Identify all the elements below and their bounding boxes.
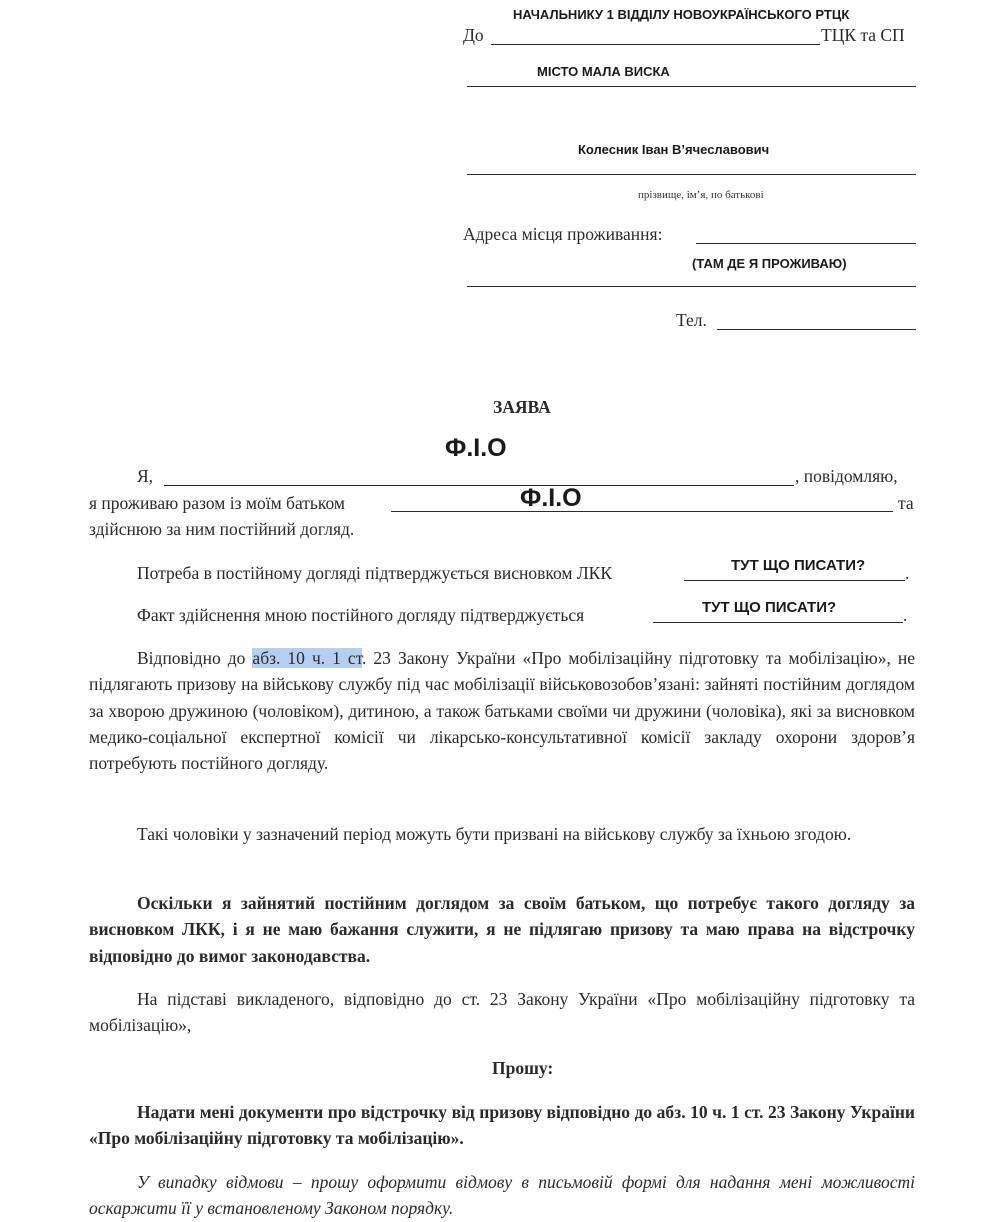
refusal-paragraph: У випадку відмови – прошу оформити відмову в письмовій формі для надання мені можливості оскаржити її у встановленому Законом порядку. [89, 1172, 915, 1219]
name-annotation: Колесник Іван В’ячеславович [578, 142, 770, 157]
highlighted-reference[interactable]: абз. 10 ч. 1 ст [252, 648, 363, 668]
address-line [696, 243, 916, 244]
p3-line [653, 622, 903, 623]
phone-line [717, 329, 916, 330]
p2-annotation: ТУТ ЩО ПИСАТИ? [731, 557, 866, 574]
fio-annotation-1: Ф.І.О [445, 434, 507, 462]
p1-end: , повідомляю, [795, 466, 898, 486]
name-line [467, 174, 916, 175]
p1-line2-start: я проживаю разом із моїм батьком [89, 493, 345, 513]
law-paragraph-after: . 23 Закону України «Про мобілізаційну підготовку та мобілізацію», не підлягають призову на військову службу під час мобілізації військовозобов’язані: зайняті постійним доглядом за хворою дружиною (чоловіком), дитиною, а також батьками своїми чи дружини (чоловіка), які за висновком медико-соціальної експертної комісії чи лікарсько-консультативної комісії закладу охорони здоров’я потребують постійного догляду. [89, 648, 915, 774]
p1-fio-line [164, 485, 794, 486]
request-heading: Прошу: [492, 1058, 554, 1078]
p3-text: Факт здійснення мною постійного догляду підтверджується [137, 605, 585, 625]
basis-paragraph: На підставі викладеного, відповідно до ст. 23 Закону України «Про мобілізаційну підготовку та мобілізацію», [89, 989, 915, 1036]
p3-end: . [903, 605, 908, 625]
addressee-annotation: НАЧАЛЬНИКУ 1 ВІДДІЛУ НОВОУКРАЇНСЬКОГО РТЦК [513, 7, 850, 22]
to-line [491, 44, 820, 45]
request-paragraph: Надати мені документи про відстрочку від призову відповідно до абз. 10 ч. 1 ст. 23 Закону України «Про мобілізаційну підготовку та мобілізацію». [89, 1102, 915, 1149]
city-line [467, 86, 916, 87]
to-label: До [463, 25, 484, 45]
law-paragraph [89, 645, 915, 776]
address-label: Адреса місця проживання: [463, 224, 663, 244]
p2-end: . [905, 563, 910, 583]
p2-line [684, 580, 905, 581]
p3-annotation: ТУТ ЩО ПИСАТИ? [702, 599, 837, 616]
p2-text: Потреба в постійному догляді підтверджується висновком ЛКК [137, 563, 613, 583]
p1-start: Я, [137, 466, 154, 486]
city-annotation: МІСТО МАЛА ВИСКА [537, 64, 670, 79]
to-suffix: ТЦК та СП [821, 25, 905, 45]
p1-line3: здійснюю за ним постійний догляд. [89, 519, 355, 539]
p1-line2-end: та [898, 493, 914, 513]
fio-annotation-2: Ф.І.О [520, 484, 582, 512]
address-annotation: (ТАМ ДЕ Я ПРОЖИВАЮ) [692, 256, 847, 271]
document-title: ЗАЯВА [493, 397, 551, 417]
name-caption: прізвище, ім’я, по батькові [638, 189, 764, 201]
p1-father-line [391, 511, 893, 512]
claim-paragraph: Оскільки я зайнятий постійним доглядом за своїм батьком, що потребує такого догляду за висновком ЛКК, і я не маю бажання служити, я не підлягаю призову та маю права на відстрочку відповідно до вимог законодавства. [89, 893, 915, 966]
consent-paragraph: Такі чоловіки у зазначений період можуть бути призвані на військову службу за їхньою згодою. [137, 824, 852, 844]
phone-label: Тел. [676, 310, 707, 330]
address-line-2 [467, 286, 916, 287]
law-paragraph-before: Відповідно до [137, 648, 253, 668]
